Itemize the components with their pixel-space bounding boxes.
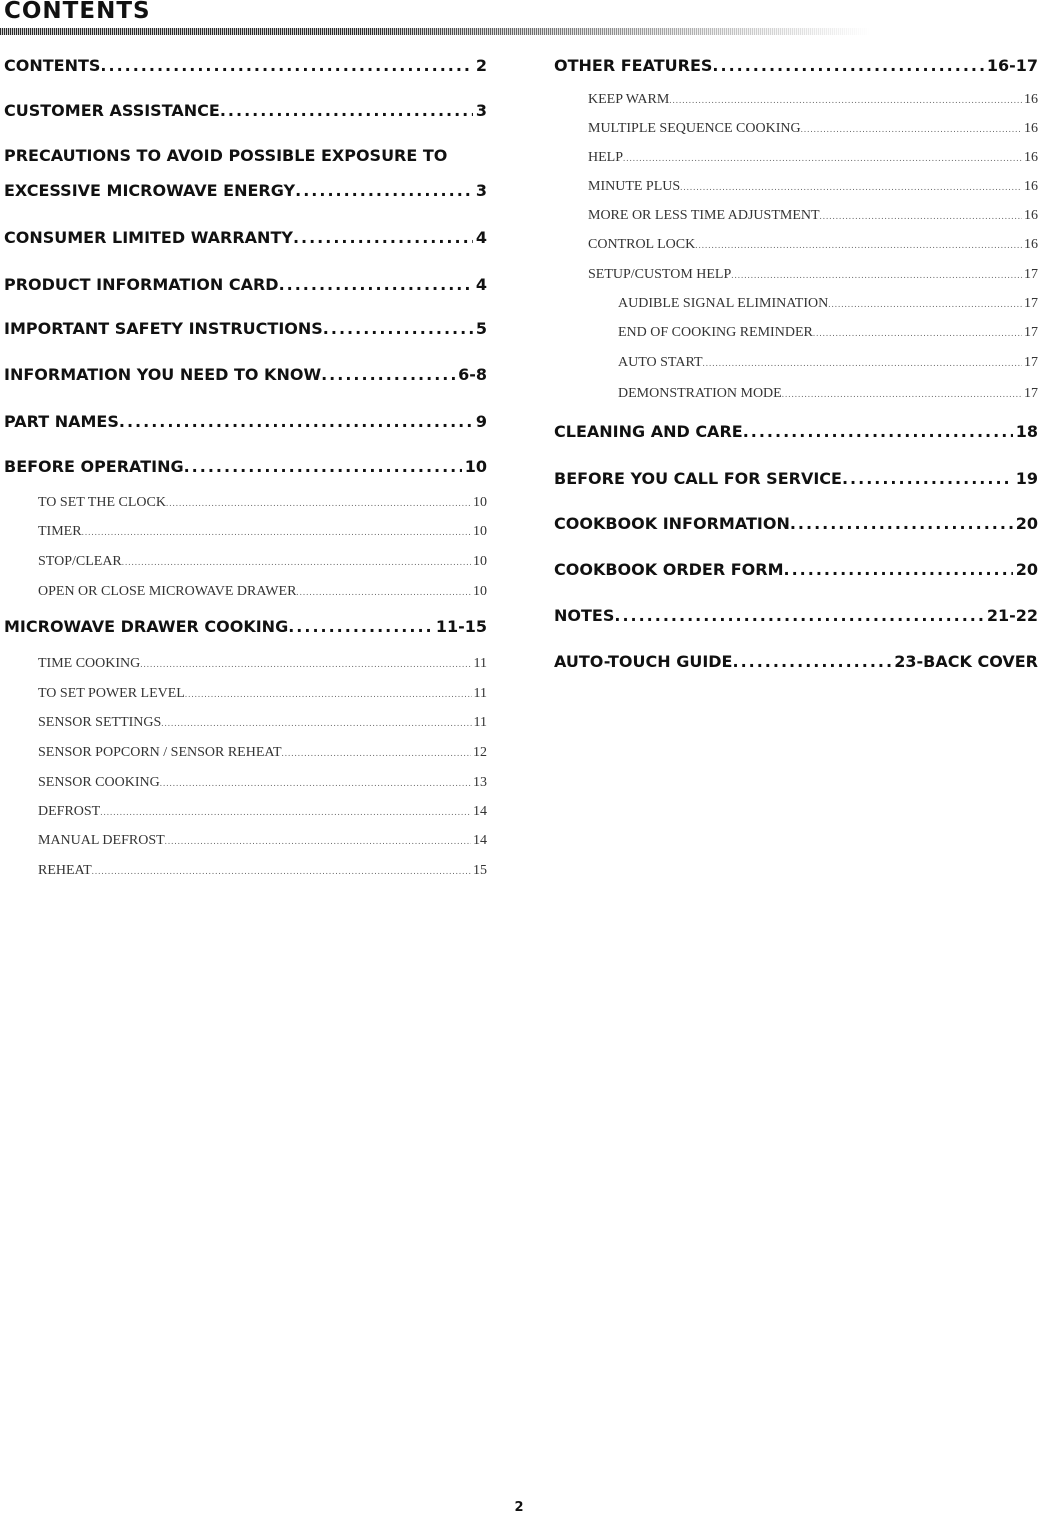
toc-entry-title: OTHER FEATURES [554,56,713,75]
toc-entry-page: 16 [1024,237,1038,252]
toc-entry-product-information-card [4,275,487,294]
dot-leader [165,836,471,846]
toc-entry-sensor-settings [4,715,487,731]
toc-entry-title: KEEP WARM [588,92,670,107]
toc-entry-help [554,150,1038,166]
toc-entry-page: 11 [473,686,487,701]
toc-entry-page: 5 [475,319,487,338]
dot-leader [712,56,983,75]
toc-entry-title: CONSUMER LIMITED WARRANTY [4,228,293,247]
toc-entry-audible-signal-elimination [554,296,1038,312]
toc-entry-title: MINUTE PLUS [588,179,681,194]
dot-leader [100,807,471,817]
toc-entry-page: 13 [473,775,487,790]
toc-entry-page: 9 [475,412,487,431]
toc-entry-customer-assistance [4,101,487,120]
title-rule [0,28,870,35]
toc-entry-title: NOTES [554,606,615,625]
dot-leader [801,124,1022,134]
toc-entry-title: SENSOR COOKING [38,775,160,790]
toc-entry-page: 16-17 [986,56,1038,75]
toc-entry-stop-clear [4,554,487,570]
toc-entry-title: AUTO START [618,355,703,370]
dot-leader [282,748,472,758]
dot-leader [731,270,1022,280]
toc-entry-to-set-power-level [4,686,487,702]
toc-entry-important-safety-instructions [4,319,487,338]
toc-entry-information-you-need-to-know [4,365,487,384]
toc-entry-title: TIME COOKING [38,656,141,671]
toc-entry-page: 21-22 [986,606,1038,625]
toc-entry-page: 17 [1024,325,1038,340]
dot-leader [140,659,471,669]
dot-leader [161,718,471,728]
toc-entry-page: 20 [1015,514,1038,533]
dot-leader [279,275,473,294]
toc-entry-page: 23-BACK COVER [894,652,1038,671]
toc-entry-auto-touch-guide [554,652,1038,671]
toc-entry-title: MULTIPLE SEQUENCE COOKING [588,121,801,136]
dot-leader [842,469,1013,488]
dot-leader [185,689,472,699]
toc-entry-defrost [4,804,487,820]
dot-leader [166,498,471,508]
toc-entry-title: INFORMATION YOU NEED TO KNOW [4,365,322,384]
toc-entry-title: MANUAL DEFROST [38,833,165,848]
toc-entry-title: BEFORE OPERATING [4,457,184,476]
toc-entry-page: 4 [475,275,487,294]
toc-entry-page: 4 [475,228,487,247]
dot-leader [82,527,471,537]
toc-entry-page: 12 [473,745,487,760]
toc-entry-title: CUSTOMER ASSISTANCE [4,101,220,120]
dot-leader [160,778,471,788]
toc-entry-title: SENSOR POPCORN / SENSOR REHEAT [38,745,282,760]
toc-entry-title: AUTO-TOUCH GUIDE [554,652,733,671]
toc-entry-title: AUDIBLE SIGNAL ELIMINATION [618,296,829,311]
toc-entry-before-operating [4,457,487,476]
toc-entry-page: 17 [1024,355,1038,370]
toc-entry-title: TO SET THE CLOCK [38,495,166,510]
toc-entry-page: 10 [473,524,487,539]
toc-entry-page: 16 [1024,208,1038,223]
toc-entry-page: 10 [473,554,487,569]
toc-entry-title: DEFROST [38,804,101,819]
toc-entry-time-cooking [4,656,487,672]
toc-entry-consumer-limited-warranty [4,228,487,247]
dot-leader [782,389,1022,399]
toc-entry-microwave-drawer-cooking [4,617,487,636]
dot-leader [92,866,471,876]
toc-entry-notes [554,606,1038,625]
dot-leader [122,557,471,567]
toc-entry-page: 11 [473,656,487,671]
toc-entry-page: 17 [1024,296,1038,311]
page-title: CONTENTS [4,0,151,24]
toc-entry-title: PART NAMES [4,412,119,431]
toc-entry-auto-start [554,355,1038,371]
toc-entry-page: 2 [475,56,487,75]
toc-entry-page: 19 [1015,469,1038,488]
toc-entry-page: 16 [1024,121,1038,136]
toc-entry-cookbook-order-form [554,560,1038,579]
toc-entry-more-or-less-time-adjustment [554,208,1038,224]
toc-entry-precautions-to-avoid-possible-exposure-to [4,146,487,165]
page-number: 2 [514,1500,524,1515]
dot-leader [288,617,433,636]
toc-entry-title: MORE OR LESS TIME ADJUSTMENT [588,208,820,223]
toc-entry-control-lock [554,237,1038,253]
dot-leader [614,606,983,625]
toc-entry-title: OPEN OR CLOSE MICROWAVE DRAWER [38,584,297,599]
dot-leader [100,56,472,75]
toc-entry-title: END OF COOKING REMINDER [618,325,813,340]
toc-entry-open-or-close-microwave-drawer [4,584,487,600]
toc-entry-title: TIMER [38,524,82,539]
toc-entry-timer [4,524,487,540]
toc-entry-excessive-microwave-energy [4,181,487,200]
toc-entry-page: 16 [1024,92,1038,107]
toc-entry-page: 17 [1024,267,1038,282]
toc-entry-reheat [4,863,487,879]
toc-entry-title: PRODUCT INFORMATION CARD [4,275,279,294]
dot-leader [295,181,473,200]
dot-leader [820,211,1022,221]
dot-leader [790,514,1013,533]
toc-entry-title: REHEAT [38,863,92,878]
toc-entry-title: IMPORTANT SAFETY INSTRUCTIONS [4,319,323,338]
toc-entry-setup-custom-help [554,267,1038,283]
toc-entry-cleaning-and-care [554,422,1038,441]
toc-entry-page: 11 [473,715,487,730]
dot-leader [743,422,1013,441]
toc-entry-title: CLEANING AND CARE [554,422,743,441]
toc-entry-other-features [554,56,1038,75]
dot-leader [119,412,473,431]
toc-entry-sensor-popcorn-sensor-reheat [4,745,487,761]
toc-entry-sensor-cooking [4,775,487,791]
dot-leader [296,587,471,597]
toc-entry-page: 16 [1024,179,1038,194]
toc-entry-title: BEFORE YOU CALL FOR SERVICE [554,469,842,488]
toc-entry-title: CONTENTS [4,56,101,75]
toc-entry-title: MICROWAVE DRAWER COOKING [4,617,289,636]
toc-entry-page: 20 [1015,560,1038,579]
toc-entry-page: 11-15 [435,617,487,636]
toc-entry-title: EXCESSIVE MICROWAVE ENERGY [4,181,296,200]
toc-entry-to-set-the-clock [4,495,487,511]
toc-entry-page: 17 [1024,386,1038,401]
toc-entry-contents [4,56,487,75]
toc-entry-title: DEMONSTRATION MODE [618,386,782,401]
toc-entry-cookbook-information [554,514,1038,533]
toc-entry-page: 10 [473,495,487,510]
toc-entry-page: 15 [473,863,487,878]
toc-entry-title: HELP [588,150,623,165]
toc-entry-page: 6-8 [458,365,487,384]
toc-entry-title: SENSOR SETTINGS [38,715,162,730]
dot-leader [293,228,473,247]
toc-entry-page: 10 [464,457,487,476]
toc-entry-title: PRECAUTIONS TO AVOID POSSIBLE EXPOSURE TO [4,146,448,165]
toc-entry-title: COOKBOOK ORDER FORM [554,560,784,579]
toc-entry-page: 14 [473,804,487,819]
dot-leader [323,319,473,338]
toc-entry-page: 3 [475,101,487,120]
dot-leader [813,328,1022,338]
dot-leader [680,182,1022,192]
dot-leader [732,652,891,671]
toc-entry-page: 18 [1015,422,1038,441]
toc-entry-before-you-call-for-service [554,469,1038,488]
toc-entry-page: 14 [473,833,487,848]
toc-entry-part-names [4,412,487,431]
toc-entry-page: 3 [475,181,487,200]
toc-entry-manual-defrost [4,833,487,849]
toc-entry-title: CONTROL LOCK [588,237,696,252]
toc-entry-title: SETUP/CUSTOM HELP [588,267,732,282]
dot-leader [184,457,462,476]
toc-entry-title: COOKBOOK INFORMATION [554,514,790,533]
dot-leader [321,365,455,384]
toc-entry-page: 10 [473,584,487,599]
toc-entry-multiple-sequence-cooking [554,121,1038,137]
toc-entry-title: STOP/CLEAR [38,554,122,569]
dot-leader [703,358,1022,368]
toc-entry-keep-warm [554,92,1038,108]
dot-leader [695,240,1022,250]
dot-leader [669,95,1022,105]
dot-leader [828,299,1022,309]
toc-entry-demonstration-mode [554,386,1038,402]
toc-entry-page: 16 [1024,150,1038,165]
toc-entry-title: TO SET POWER LEVEL [38,686,185,701]
toc-entry-end-of-cooking-reminder [554,325,1038,341]
dot-leader [623,153,1022,163]
dot-leader [220,101,473,120]
toc-entry-minute-plus [554,179,1038,195]
dot-leader [784,560,1013,579]
